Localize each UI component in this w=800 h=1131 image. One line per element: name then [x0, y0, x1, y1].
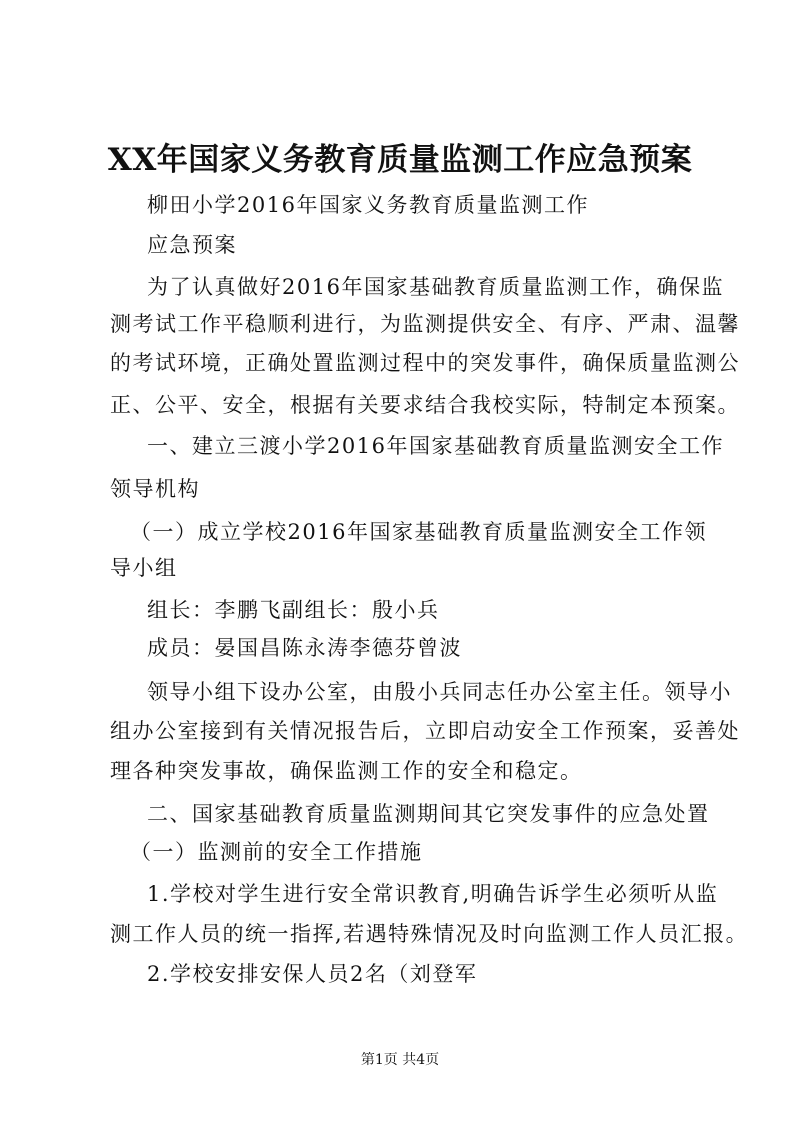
paragraph-line: 为了认真做好2016年国家基础教育质量监测工作，确保监: [147, 275, 724, 299]
subsection-heading: （一）监测前的安全工作措施: [130, 840, 423, 864]
members-line: 成员：晏国昌陈永涛李德芬曾波: [147, 636, 462, 660]
section-heading: 一、建立三渡小学2016年国家基础教育质量监测安全工作: [147, 434, 724, 458]
section-heading: 领导机构: [110, 477, 200, 501]
paragraph-line: 理各种突发事故，确保监测工作的安全和稳定。: [110, 759, 583, 783]
subtitle-line: 应急预案: [147, 233, 237, 257]
subtitle-line: 柳田小学2016年国家义务教育质量监测工作: [147, 193, 589, 217]
paragraph-line: 测考试工作平稳顺利进行，为监测提供安全、有序、严肃、温馨: [110, 312, 740, 336]
paragraph-line: 组办公室接到有关情况报告后，立即启动安全工作预案，妥善处: [110, 719, 740, 743]
leader-line: 组长：李鹏飞副组长：殷小兵: [147, 598, 440, 622]
section-heading: 二、国家基础教育质量监测期间其它突发事件的应急处置: [147, 802, 710, 826]
paragraph-line: 正、公平、安全，根据有关要求结合我校实际，特制定本预案。: [110, 393, 740, 417]
paragraph-line: 领导小组下设办公室，由殷小兵同志任办公室主任。领导小: [147, 680, 732, 704]
subsection-heading: （一）成立学校2016年国家基础教育质量监测安全工作领: [130, 520, 707, 544]
subsection-heading: 导小组: [110, 556, 178, 580]
paragraph-line: 2.学校安排安保人员2名（刘登军: [147, 962, 478, 986]
document-title: XX年国家义务教育质量监测工作应急预案: [107, 142, 693, 178]
paragraph-line: 的考试环境，正确处置监测过程中的突发事件，确保质量监测公: [110, 351, 740, 375]
page-number: 第1页 共4页: [360, 1052, 440, 1068]
paragraph-line: 测工作人员的统一指挥,若遇特殊情况及时向监测工作人员汇报。: [110, 922, 749, 946]
paragraph-line: 1.学校对学生进行安全常识教育,明确告诉学生必须听从监: [147, 882, 719, 906]
